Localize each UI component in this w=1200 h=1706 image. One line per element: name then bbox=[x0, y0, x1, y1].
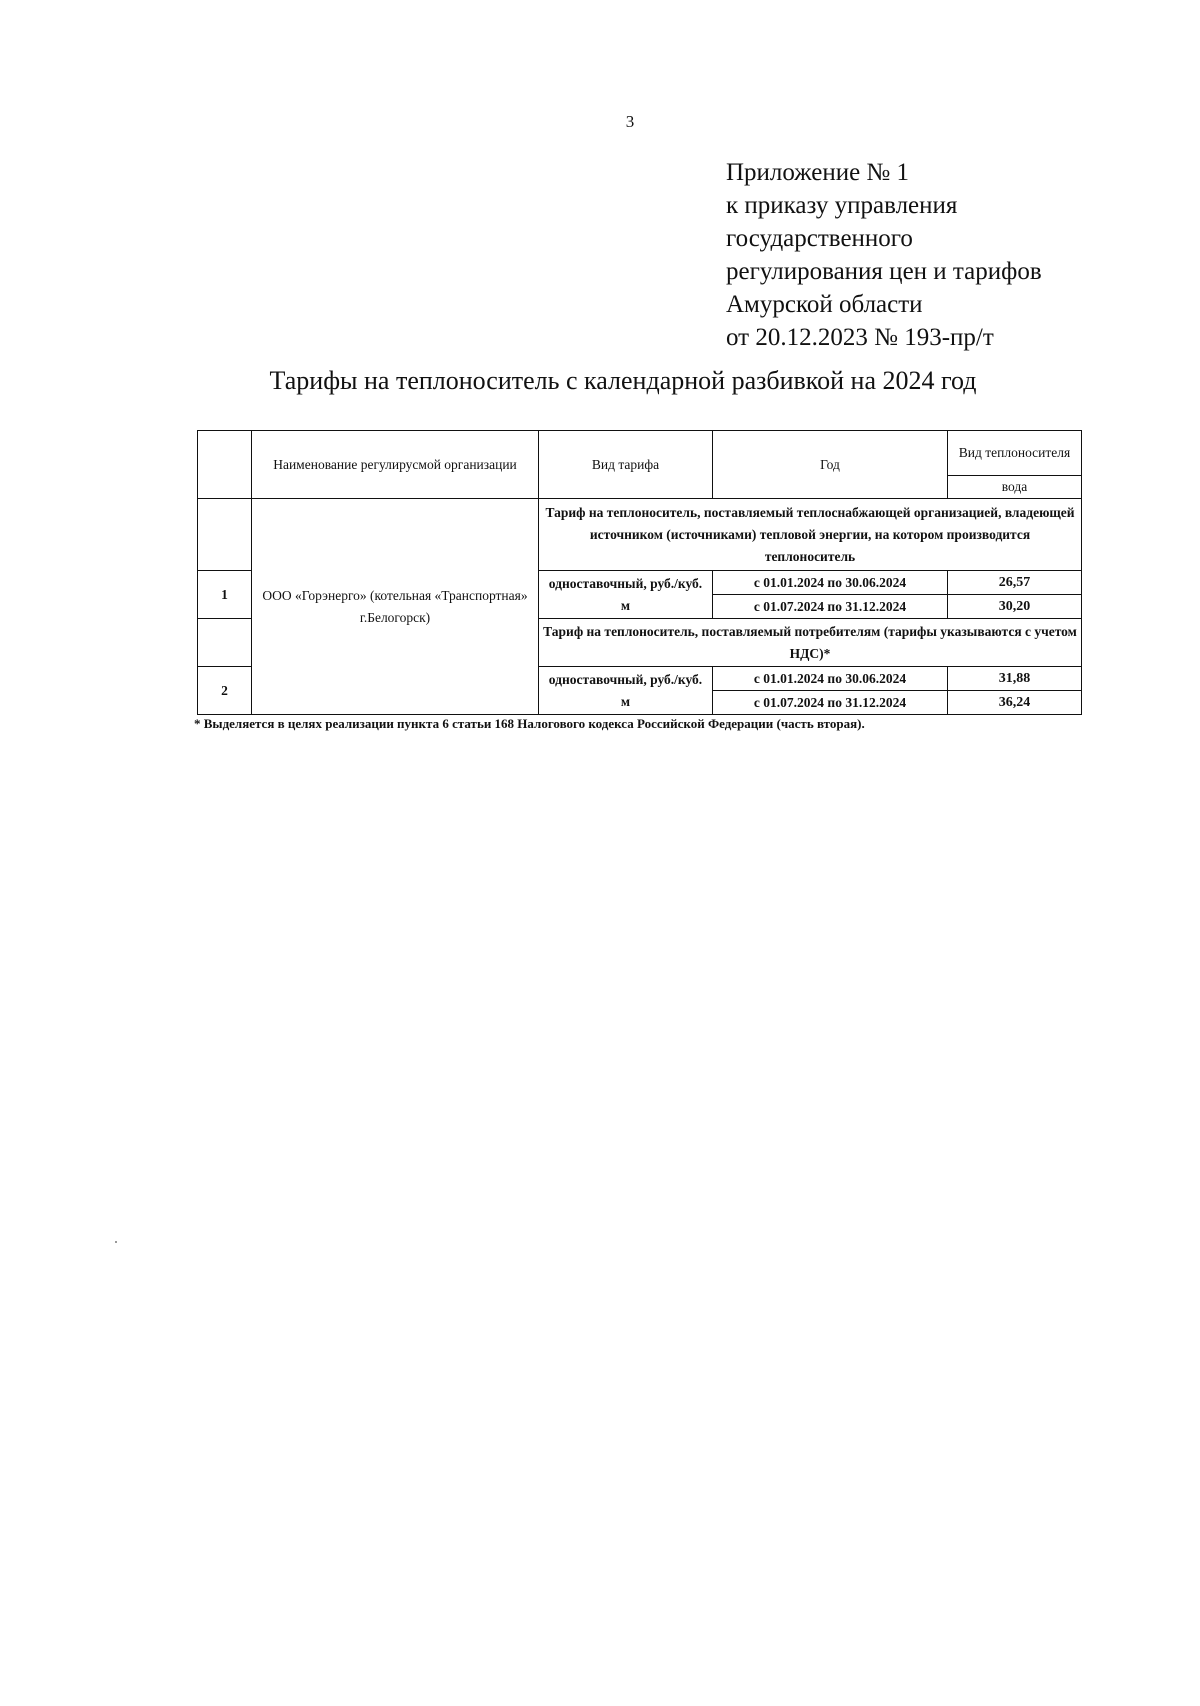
header-carrier: Вид теплоносителя bbox=[948, 431, 1082, 476]
period-cell: с 01.01.2024 по 30.06.2024 bbox=[713, 667, 948, 691]
appendix-line: Приложение № 1 bbox=[726, 159, 910, 186]
appendix-line: от 20.12.2023 № 193-пр/т bbox=[726, 324, 994, 351]
appendix-block bbox=[726, 156, 1042, 354]
tariff-table bbox=[197, 430, 1082, 715]
section-2-tariff-type: одноставочный, руб./куб. м bbox=[539, 667, 713, 715]
footnote: * Выделяется в целях реализации пункта 6 статьи 168 Налогового кодекса Российской Федерации (часть вторая). bbox=[194, 716, 865, 731]
section-number-spacer bbox=[198, 499, 252, 571]
table-row bbox=[198, 499, 1082, 571]
period-cell: с 01.01.2024 по 30.06.2024 bbox=[713, 571, 948, 595]
section-1-heading: Тариф на теплоноситель, поставляемый теплоснабжающей организацией, владеющей источником (источниками) тепловой энергии, на котором производится теплоноситель bbox=[539, 499, 1082, 571]
tariff-value: 31,88 bbox=[948, 667, 1082, 691]
appendix-line: к приказу управления bbox=[726, 192, 958, 219]
scan-artifact bbox=[115, 1241, 117, 1243]
period-cell: с 01.07.2024 по 31.12.2024 bbox=[713, 595, 948, 619]
header-year: Год bbox=[713, 431, 948, 499]
section-number-spacer bbox=[198, 619, 252, 667]
tariff-value: 30,20 bbox=[948, 595, 1082, 619]
section-1-number: 1 bbox=[198, 571, 252, 619]
period-cell: с 01.07.2024 по 31.12.2024 bbox=[713, 691, 948, 715]
document-title: Тарифы на теплоноситель с календарной разбивкой на 2024 год bbox=[269, 366, 977, 395]
header-organization: Наименование регулирусмой организации bbox=[252, 431, 539, 499]
table-header-row bbox=[198, 431, 1082, 476]
appendix-line: государственного bbox=[726, 225, 913, 252]
appendix-line: регулирования цен и тарифов bbox=[726, 258, 1042, 285]
header-number-cell bbox=[198, 431, 252, 499]
header-carrier-water: вода bbox=[948, 476, 1082, 499]
section-2-heading: Тариф на теплоноситель, поставляемый потребителям (тарифы указываются с учетом НДС)* bbox=[539, 619, 1082, 667]
section-1-tariff-type: одноставочный, руб./куб. м bbox=[539, 571, 713, 619]
appendix-line: Амурской области bbox=[726, 291, 923, 318]
section-2-number: 2 bbox=[198, 667, 252, 715]
header-tariff-type: Вид тарифа bbox=[539, 431, 713, 499]
tariff-value: 26,57 bbox=[948, 571, 1082, 595]
tariff-value: 36,24 bbox=[948, 691, 1082, 715]
page-number: 3 bbox=[625, 112, 635, 131]
organization-name: ООО «Горэнерго» (котельная «Транспортная» г.Белогорск) bbox=[252, 499, 539, 715]
